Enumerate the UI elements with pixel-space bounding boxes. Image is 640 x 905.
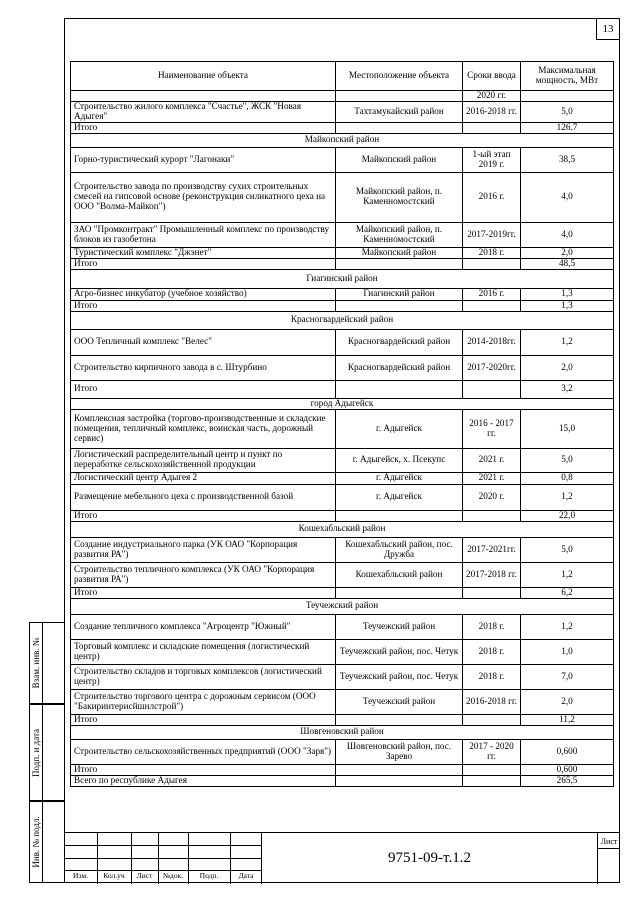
section-title: Шовгеновский район: [71, 725, 614, 739]
cell-name: Строительство тепличного комплекса (УК ОАО "Корпорация развития РА"): [71, 562, 336, 587]
cell-name: Торговый комплекс и складские помещения (логистический центр): [71, 639, 336, 664]
cell-term: 2016 - 2017 гг.: [463, 409, 521, 448]
table-row: [71, 329, 614, 355]
cell-name: Всего по республике Адыгея: [71, 775, 336, 786]
cell-power: 126.7: [521, 122, 614, 133]
cell-term: 2016-2018 гг.: [463, 689, 521, 714]
cell-location: г. Адыгейск: [336, 409, 463, 448]
cell-term: 2016 г.: [463, 172, 521, 222]
caption-data: Дата: [238, 871, 254, 880]
cell-name: Логистический распределительный центр и пункт по переработке сельскохозяйственной продукции: [71, 448, 336, 472]
section-title: Гиагинский район: [71, 269, 614, 288]
caption-koluch: Кол.уч: [103, 871, 125, 880]
cell-term: 2017-2021гг.: [463, 537, 521, 562]
cell-term: [463, 122, 521, 133]
cell-power: 0,600: [521, 739, 614, 764]
sheet-label: Лист: [598, 835, 620, 849]
cell-name: ЗАО "Промконтракт" Промышленный комплекс по производству блоков из газобетона: [71, 222, 336, 247]
cell-location: Шовгеновский район, пос. Зарево: [336, 739, 463, 764]
cell-name: ООО Тепличный комплекс "Велес": [71, 329, 336, 355]
cell-location: Теучежский район: [336, 689, 463, 714]
cell-name: Итого: [71, 714, 336, 725]
table-row: [71, 664, 614, 689]
cell-power: 5,0: [521, 537, 614, 562]
caption-podp: Подп.: [199, 871, 219, 880]
cell-location: Майкопский район: [336, 147, 463, 172]
table-row: [71, 739, 614, 764]
cell-power: 48,5: [521, 258, 614, 269]
stamp-podp: [29, 704, 64, 801]
cell-term: 2018 г.: [463, 614, 521, 639]
header-power: Максимальная мощность, МВт: [521, 62, 614, 91]
cell-power: 1,2: [521, 484, 614, 510]
header-location: Местоположение объекта: [336, 62, 463, 91]
stamp-vzam-label: Взам. инв. №: [31, 637, 41, 689]
cell-power: 3,2: [521, 380, 614, 398]
cell-location: Кошехабльский район, пос. Дружба: [336, 537, 463, 562]
cell-location: Тахтамукайский район: [336, 101, 463, 122]
section-row: [71, 133, 614, 147]
table-header: [71, 62, 614, 91]
cell-power: 1,3: [521, 288, 614, 300]
table-row: [71, 222, 614, 247]
table-row: [71, 775, 614, 786]
cell-power: 2,0: [521, 689, 614, 714]
cell-location: [336, 764, 463, 775]
cell-term: 2018 г.: [463, 664, 521, 689]
cell-location: Теучежский район, пос. Четук: [336, 639, 463, 664]
document-code: 9751-09-т.1.2: [388, 850, 471, 866]
cell-name: Строительство завода по производству сухих строительных смесей на гипсовой основе (реконструкция силикатного цеха на ООО "Волма-Майкоп"): [71, 172, 336, 222]
cell-location: Красногвардейский район: [336, 355, 463, 380]
section-title: город Адыгейск: [71, 398, 614, 409]
cell-term: [463, 775, 521, 786]
table-row: [71, 510, 614, 521]
cell-power: 0,600: [521, 764, 614, 775]
cell-location: г. Адыгейск: [336, 484, 463, 510]
cell-term: 2021 г.: [463, 472, 521, 484]
table-row: [71, 258, 614, 269]
cell-term: 2017-2019гг.: [463, 222, 521, 247]
cell-name: Агро-бизнес инкубатор (учебное хозяйство): [71, 288, 336, 300]
table-row: [71, 122, 614, 133]
cell-term: 2021 г.: [463, 448, 521, 472]
section-row: [71, 598, 614, 614]
cell-term: [463, 764, 521, 775]
section-row: [71, 521, 614, 537]
cell-name: Итого: [71, 380, 336, 398]
cell-location: Теучежский район: [336, 614, 463, 639]
cell-location: [336, 775, 463, 786]
stamp-inv: [29, 801, 64, 883]
cell-name: Строительство кирпичного завода в с. Штурбино: [71, 355, 336, 380]
table-row: [71, 764, 614, 775]
cell-term: 2017 - 2020 гг.: [463, 739, 521, 764]
cell-term: [463, 380, 521, 398]
cell-location: [336, 300, 463, 311]
cell-location: г. Адыгейск, х. Псекупс: [336, 448, 463, 472]
cell-power: 15,0: [521, 409, 614, 448]
cell-power: 1,2: [521, 562, 614, 587]
header-name: Наименование объекта: [71, 62, 336, 91]
objects-table: [70, 61, 614, 787]
caption-list: Лист: [136, 871, 153, 880]
cell-power: 1,2: [521, 614, 614, 639]
cell-name: Итого: [71, 587, 336, 598]
cell-name: Размещение мебельного цеха с производственной базой: [71, 484, 336, 510]
cell-term: 2020 гг.: [463, 91, 521, 102]
cell-power: 265,5: [521, 775, 614, 786]
table-row: [71, 300, 614, 311]
cell-location: [336, 714, 463, 725]
table-row: [71, 147, 614, 172]
cell-term: 1-ый этап 2019 г.: [463, 147, 521, 172]
table-row: [71, 355, 614, 380]
cell-name: Итого: [71, 510, 336, 521]
stamp-inv-label: Инв. № подл.: [31, 816, 41, 868]
cell-term: [463, 510, 521, 521]
section-row: [71, 725, 614, 739]
table-row: [71, 380, 614, 398]
cell-power: 1,0: [521, 639, 614, 664]
cell-power: 7,0: [521, 664, 614, 689]
cell-power: 22,0: [521, 510, 614, 521]
cell-location: г. Адыгейск: [336, 472, 463, 484]
cell-term: [463, 714, 521, 725]
section-row: [71, 311, 614, 329]
table-row: [71, 288, 614, 300]
cell-term: 2017-2020гг.: [463, 355, 521, 380]
cell-term: 2020 г.: [463, 484, 521, 510]
cell-location: Гиагинский район: [336, 288, 463, 300]
table-row: [71, 409, 614, 448]
cell-name: Итого: [71, 122, 336, 133]
table-row: [71, 172, 614, 222]
cell-power: 2,0: [521, 247, 614, 258]
cell-term: [463, 258, 521, 269]
table-row: [71, 639, 614, 664]
table-row: [71, 587, 614, 598]
section-title: Красногвардейский район: [71, 311, 614, 329]
cell-name: Туристический комплекс "Джэнет": [71, 247, 336, 258]
cell-term: [463, 300, 521, 311]
caption-izm: Изм.: [73, 871, 88, 880]
cell-power: 11,2: [521, 714, 614, 725]
stamp-podp-label: Подп. и дата: [31, 728, 41, 777]
cell-term: 2017-2018 гг.: [463, 562, 521, 587]
cell-term: [463, 587, 521, 598]
cell-name: Создание тепличного комплекса "Агроцентр "Южный": [71, 614, 336, 639]
cell-location: [336, 510, 463, 521]
cell-power: 2,0: [521, 355, 614, 380]
cell-name: Логистический центр Адыгея 2: [71, 472, 336, 484]
cell-power: 4,0: [521, 172, 614, 222]
cell-location: [336, 91, 463, 102]
cell-name: Строительство торгового центра с дорожным сервисом (ООО "Бакиринтерисйшнлстрой"): [71, 689, 336, 714]
table-row: [71, 101, 614, 122]
header-term: Сроки ввода: [463, 62, 521, 91]
caption-ndok: №док.: [162, 871, 184, 880]
title-block-grid: [64, 833, 262, 884]
table-row: [71, 448, 614, 472]
cell-power: 1,2: [521, 329, 614, 355]
section-row: [71, 269, 614, 288]
cell-location: Кошехабльский район: [336, 562, 463, 587]
cell-power: [521, 91, 614, 102]
section-title: Кошехабльский район: [71, 521, 614, 537]
cell-name: Комплексная застройка (торгово-производственные и складские помещения, тепличный комплекс, воинская часть, дорожный сервис): [71, 409, 336, 448]
cell-name: [71, 91, 336, 102]
cell-name: Итого: [71, 258, 336, 269]
cell-power: 5,0: [521, 448, 614, 472]
page-frame: [64, 18, 620, 883]
cell-location: Красногвардейский район: [336, 329, 463, 355]
cell-name: Итого: [71, 764, 336, 775]
cell-name: Строительство сельскохозяйственных предприятий (ООО "Заря"): [71, 739, 336, 764]
cell-term: 2018 г.: [463, 639, 521, 664]
table-row: [71, 689, 614, 714]
cell-power: 38,5: [521, 147, 614, 172]
cell-power: 6,2: [521, 587, 614, 598]
table-row: [71, 247, 614, 258]
title-block: [64, 832, 620, 883]
cell-power: 1,3: [521, 300, 614, 311]
cell-location: Майкопский район: [336, 247, 463, 258]
cell-name: Строительство жилого комплекса "Счастье", ЖСК "Новая Адыгея": [71, 101, 336, 122]
cell-name: Итого: [71, 300, 336, 311]
cell-name: Горно-туристический курорт "Лагонаки": [71, 147, 336, 172]
table-row: [71, 537, 614, 562]
section-title: Майкопский район: [71, 133, 614, 147]
cell-location: Теучежский район, пос. Четук: [336, 664, 463, 689]
cell-power: 0,8: [521, 472, 614, 484]
cell-location: Майкопский район, п. Каменномостский: [336, 172, 463, 222]
table-row: [71, 484, 614, 510]
cell-power: 5,0: [521, 101, 614, 122]
section-row: [71, 398, 614, 409]
sheet-box: [597, 833, 620, 884]
page-number: 13: [596, 19, 619, 40]
cell-term: 2014-2018гг.: [463, 329, 521, 355]
cell-term: 2016-2018 гг.: [463, 101, 521, 122]
cell-location: [336, 258, 463, 269]
table-row: [71, 472, 614, 484]
cell-name: Строительство складов и торговых комплексов (логистический центр): [71, 664, 336, 689]
table-row: [71, 614, 614, 639]
cell-location: [336, 122, 463, 133]
cell-power: 4,0: [521, 222, 614, 247]
cell-term: 2016 г.: [463, 288, 521, 300]
cell-location: [336, 587, 463, 598]
table-row: [71, 91, 614, 102]
stamp-vzam: [29, 622, 64, 704]
table-row: [71, 714, 614, 725]
section-title: Теучежский район: [71, 598, 614, 614]
table-row: [71, 562, 614, 587]
cell-location: [336, 380, 463, 398]
cell-location: Майкопский район, п. Каменномостский: [336, 222, 463, 247]
cell-term: 2018 г.: [463, 247, 521, 258]
cell-name: Создание индустриального парка (УК ОАО "Корпорация развития РА"): [71, 537, 336, 562]
